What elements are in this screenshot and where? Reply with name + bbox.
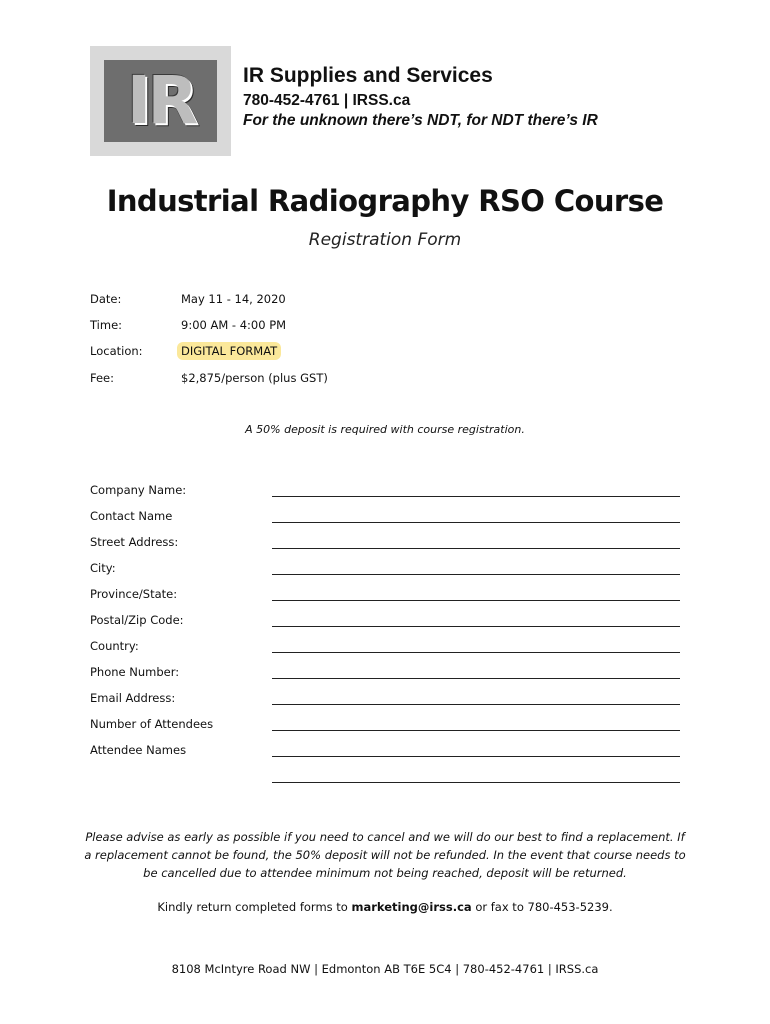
form-label: Attendee Names [90, 743, 187, 757]
form-label: Contact Name [90, 509, 173, 523]
form-label: Street Address: [90, 535, 179, 549]
form-row-street-address [90, 535, 680, 555]
form-row-email [90, 691, 680, 711]
info-value: $2,875/person (plus GST) [181, 371, 328, 385]
province-field[interactable] [272, 600, 680, 601]
phone-field[interactable] [272, 678, 680, 679]
form-row-province [90, 587, 680, 607]
city-field[interactable] [272, 574, 680, 575]
attendee-names-field[interactable] [272, 756, 680, 757]
return-instructions [0, 900, 770, 914]
info-value-wrapper [181, 344, 281, 358]
form-label: Province/State: [90, 587, 178, 601]
street-address-field[interactable] [272, 548, 680, 549]
email-field[interactable] [272, 704, 680, 705]
attendee-names-field-extra[interactable] [272, 782, 680, 783]
form-label: Phone Number: [90, 665, 180, 679]
return-suffix: or fax to 780-453-5239. [471, 900, 613, 914]
form-row-phone [90, 665, 680, 685]
info-label: Fee: [90, 371, 115, 385]
country-field[interactable] [272, 652, 680, 653]
form-label: Email Address: [90, 691, 176, 705]
info-label: Location: [90, 344, 143, 358]
footer-address: 8108 McIntyre Road NW | Edmonton AB T6E 5C4 | 780-452-4761 | IRSS.ca [171, 962, 599, 976]
company-name: IR Supplies and Services [243, 64, 493, 87]
form-label: Postal/Zip Code: [90, 613, 184, 627]
company-name-field[interactable] [272, 496, 680, 497]
info-label: Date: [90, 292, 122, 306]
form-row-city [90, 561, 680, 581]
company-contact: 780-452-4761 | IRSS.ca [243, 92, 411, 109]
location-highlight: DIGITAL FORMAT [177, 342, 281, 360]
page-subtitle: Registration Form [308, 230, 462, 250]
form-row-postal-code [90, 613, 680, 633]
contact-name-field[interactable] [272, 522, 680, 523]
postal-code-field[interactable] [272, 626, 680, 627]
form-row-country [90, 639, 680, 659]
form-row-company-name [90, 483, 680, 503]
deposit-note: A 50% deposit is required with course registration. [245, 423, 525, 436]
return-prefix: Kindly return completed forms to [157, 900, 352, 914]
attendees-count-field[interactable] [272, 730, 680, 731]
form-row-attendees [90, 717, 680, 737]
logo-letters: IR [126, 62, 195, 139]
form-row-contact-name [90, 509, 680, 529]
info-value: 9:00 AM - 4:00 PM [181, 318, 287, 332]
info-value: May 11 - 14, 2020 [181, 292, 286, 306]
form-label: Country: [90, 639, 139, 653]
form-label: City: [90, 561, 116, 575]
form-label: Company Name: [90, 483, 187, 497]
form-label: Number of Attendees [90, 717, 214, 731]
logo-inner-panel [104, 60, 217, 142]
return-email-link[interactable]: marketing@irss.ca [351, 900, 472, 914]
info-label: Time: [90, 318, 123, 332]
form-row-attendee-names-extra [90, 769, 680, 789]
company-slogan: For the unknown there’s NDT, for NDT there’s IR [243, 112, 598, 129]
form-row-attendee-names [90, 743, 680, 763]
page-title: Industrial Radiography RSO Course [106, 184, 664, 218]
company-logo [90, 46, 231, 156]
cancellation-note: Please advise as early as possible if you need to cancel and we will do our best to find a replacement. If a replacement cannot be found, the 50% deposit will not be refunded. In the event that course needs to be cancelled due to attendee minimum not being reached, deposit will be returned. [84, 830, 686, 880]
